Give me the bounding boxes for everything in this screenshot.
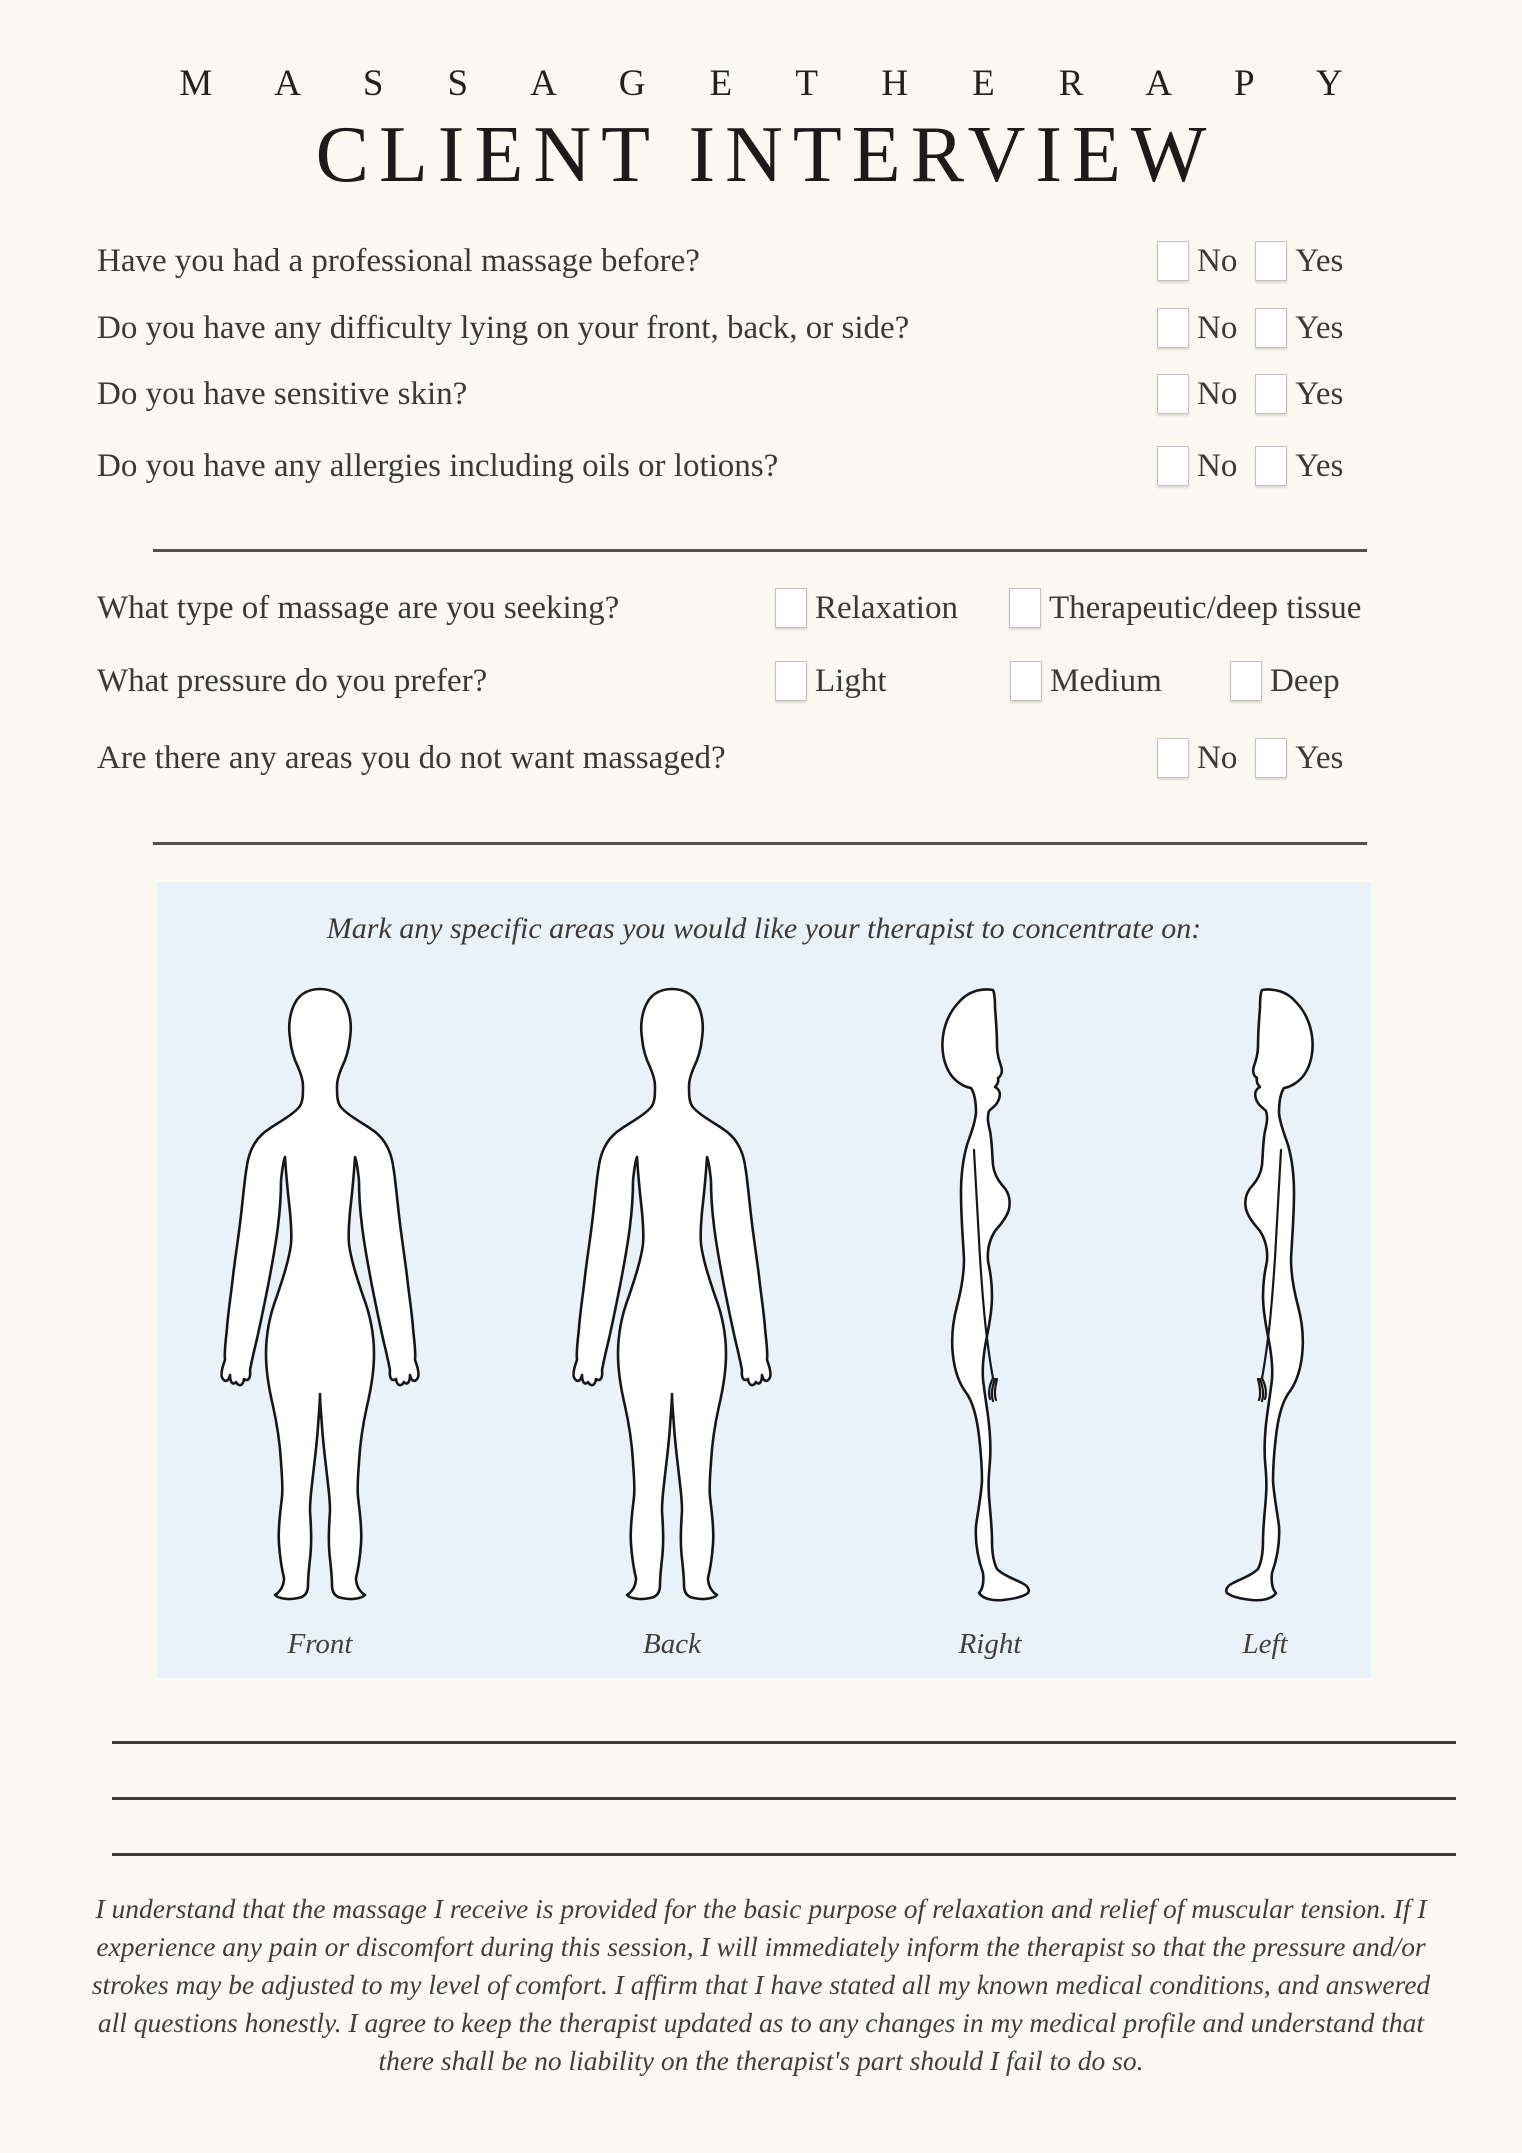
figure-label-left: Left <box>1242 1628 1288 1660</box>
checkbox-relaxation[interactable] <box>775 588 807 628</box>
pressure-option-light <box>775 658 887 704</box>
yes-no-options <box>1157 305 1343 351</box>
question-row <box>97 735 726 781</box>
massage-type-option-relaxation <box>775 585 958 631</box>
option-label-light: Light <box>815 662 887 699</box>
figure-label-right: Right <box>958 1628 1022 1660</box>
form-eyebrow: M A S S A G E T H E R A P Y <box>179 63 1370 104</box>
option-label-medium: Medium <box>1050 662 1162 699</box>
question-label: Have you had a professional massage before? <box>97 242 700 279</box>
section-divider <box>153 549 1367 552</box>
front-body-outline-icon <box>215 982 425 1602</box>
question-label: What pressure do you prefer? <box>97 662 488 699</box>
notes-line-1[interactable] <box>112 1741 1456 1744</box>
question-label: What type of massage are you seeking? <box>97 589 620 626</box>
checkbox-no[interactable] <box>1157 446 1189 486</box>
checkbox-yes[interactable] <box>1255 308 1287 348</box>
option-label-yes: Yes <box>1295 242 1344 279</box>
checkbox-yes[interactable] <box>1255 738 1287 778</box>
checkbox-no[interactable] <box>1157 374 1189 414</box>
checkbox-yes[interactable] <box>1255 374 1287 414</box>
option-label-yes: Yes <box>1295 739 1344 776</box>
option-label-yes: Yes <box>1295 375 1344 412</box>
option-label-no: No <box>1197 375 1238 412</box>
notes-line-3[interactable] <box>112 1853 1456 1856</box>
option-label-deep: Deep <box>1270 662 1340 699</box>
checkbox-medium[interactable] <box>1010 661 1042 701</box>
question-row <box>97 305 909 351</box>
option-label-yes: Yes <box>1295 447 1344 484</box>
checkbox-therapeutic[interactable] <box>1009 588 1041 628</box>
back-body-outline-icon <box>567 982 777 1602</box>
option-label-no: No <box>1197 447 1238 484</box>
figure-label-back: Back <box>643 1628 701 1660</box>
option-label-no: No <box>1197 242 1238 279</box>
yes-no-options <box>1157 735 1343 781</box>
option-label-relaxation: Relaxation <box>815 589 958 626</box>
body-figure-left[interactable] <box>1205 982 1325 1660</box>
pressure-option-deep <box>1230 658 1340 704</box>
question-row <box>97 371 467 417</box>
question-row <box>97 443 778 489</box>
option-label-yes: Yes <box>1295 309 1344 346</box>
question-row <box>97 658 487 704</box>
checkbox-yes[interactable] <box>1255 241 1287 281</box>
figure-label-front: Front <box>287 1628 353 1660</box>
question-label: Are there any areas you do not want massaged? <box>97 739 726 776</box>
option-label-no: No <box>1197 739 1238 776</box>
question-row <box>97 238 700 284</box>
yes-no-options <box>1157 371 1343 417</box>
checkbox-no[interactable] <box>1157 308 1189 348</box>
checkbox-no[interactable] <box>1157 241 1189 281</box>
page-title: CLIENT INTERVIEW <box>315 111 1217 199</box>
body-chart-panel[interactable] <box>157 882 1371 1678</box>
body-chart-instruction: Mark any specific areas you would like your therapist to concentrate on: <box>326 912 1202 945</box>
section-divider <box>153 842 1367 845</box>
checkbox-yes[interactable] <box>1255 446 1287 486</box>
massage-type-option-therapeutic <box>1009 585 1361 631</box>
option-label-no: No <box>1197 309 1238 346</box>
question-label: Do you have any allergies including oils or lotions? <box>97 447 779 484</box>
body-figure-back[interactable] <box>567 982 777 1660</box>
checkbox-no[interactable] <box>1157 738 1189 778</box>
liability-disclaimer: I understand that the massage I receive is provided for the basic purpose of relaxation and relief of muscular tension. If I experience any pain or discomfort during this session, I will immediately inform the therapist so that the pressure and/or strokes may be adjusted to my level of comfort. I affirm that I have stated all my known medical conditions, and answered all questions honestly. I agree to keep the therapist updated as to any changes in my medical profile and understand that there shall be no liability on the therapist's part should I fail to do so. <box>91 1893 1431 2076</box>
option-label-therapeutic: Therapeutic/deep tissue <box>1049 589 1362 626</box>
question-label: Do you have any difficulty lying on your front, back, or side? <box>97 309 910 346</box>
question-row <box>97 585 619 631</box>
yes-no-options <box>1157 443 1343 489</box>
pressure-option-medium <box>1010 658 1162 704</box>
yes-no-options <box>1157 238 1343 284</box>
checkbox-deep[interactable] <box>1230 661 1262 701</box>
question-label: Do you have sensitive skin? <box>97 375 468 412</box>
body-figure-front[interactable] <box>215 982 425 1660</box>
left-profile-outline-icon <box>1205 982 1325 1602</box>
body-figure-right[interactable] <box>930 982 1050 1660</box>
right-profile-outline-icon <box>930 982 1050 1602</box>
checkbox-light[interactable] <box>775 661 807 701</box>
notes-line-2[interactable] <box>112 1797 1456 1800</box>
